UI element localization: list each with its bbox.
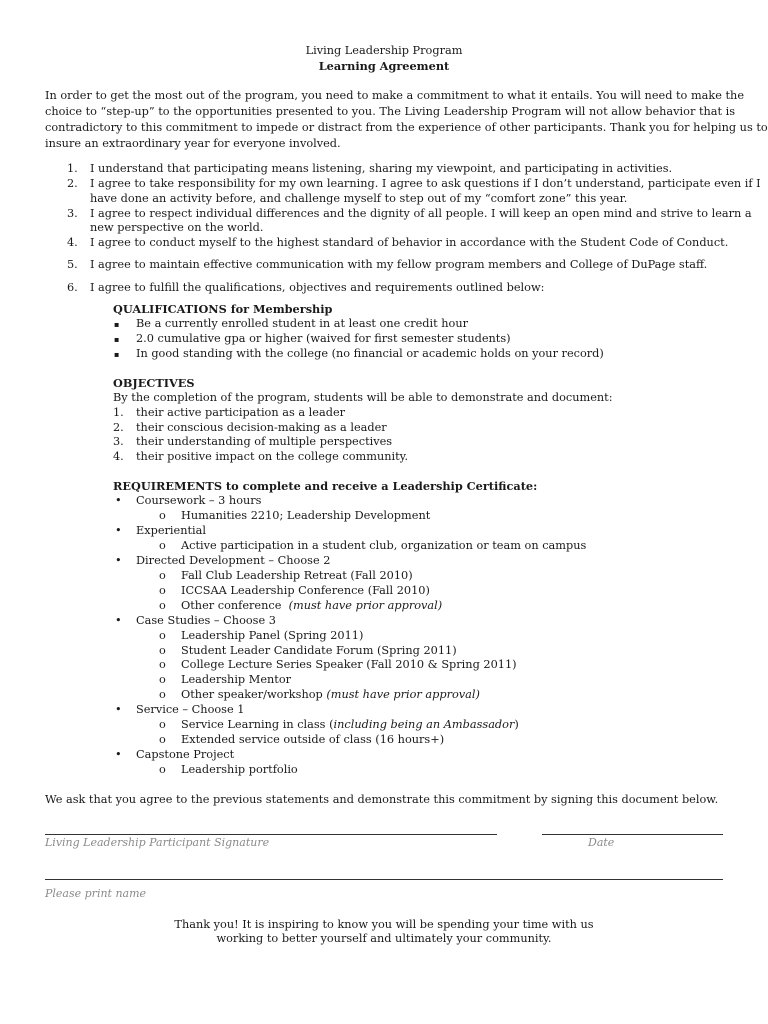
requirement-item-close: )	[514, 718, 519, 731]
objectives-intro: By the completion of the program, students will be able to demonstrate and document:	[113, 391, 613, 404]
sub-bullet-icon: o	[159, 658, 166, 671]
objective-number: 2.	[113, 421, 124, 434]
requirement-group-title: Experiential	[136, 524, 207, 537]
closing-statement: We ask that you agree to the previous statements and demonstrate this commitment by signing this document below.	[45, 793, 719, 806]
bullet-icon: •	[115, 703, 122, 716]
objectives-heading: OBJECTIVES	[113, 376, 195, 390]
requirement-item: College Lecture Series Speaker (Fall 2010 & Spring 2011)	[181, 658, 517, 671]
date-line[interactable]	[542, 834, 723, 835]
statement-number: 6.	[67, 281, 78, 294]
requirement-group-title: Service – Choose 1	[136, 703, 245, 716]
requirement-item-text: Other speaker/workshop	[181, 688, 327, 701]
square-bullet-icon: ▪	[114, 335, 120, 344]
objective-item: their active participation as a leader	[136, 406, 346, 419]
objective-item: their positive impact on the college community.	[136, 450, 409, 463]
signature-line[interactable]	[45, 834, 497, 835]
qualifications-heading: QUALIFICATIONS for Membership	[113, 302, 333, 316]
statement-text: have done an activity before, and challenge myself to step out of my “comfort zone” this year.	[90, 192, 628, 205]
objective-number: 3.	[113, 435, 124, 448]
thanks-line: working to better yourself and ultimately your community.	[216, 932, 552, 945]
objective-number: 4.	[113, 450, 124, 463]
requirement-item-note: including being an Ambassador	[333, 718, 515, 731]
requirement-item: Leadership Mentor	[181, 673, 292, 686]
statement-text: I agree to respect individual differences and the dignity of all people. I will keep an open mind and strive to learn a	[90, 207, 752, 220]
objective-item: their conscious decision-making as a leader	[136, 421, 387, 434]
statement-number: 5.	[67, 258, 78, 271]
requirement-item-text: Other conference	[181, 599, 289, 612]
statement-text: I agree to fulfill the qualifications, objectives and requirements outlined below:	[90, 281, 545, 294]
statement-text: new perspective on the world.	[90, 221, 264, 234]
requirement-item: Humanities 2210; Leadership Development	[181, 509, 431, 522]
statement-number: 1.	[67, 162, 78, 175]
requirement-item: Leadership portfolio	[181, 763, 298, 776]
sub-bullet-icon: o	[159, 629, 166, 642]
statement-number: 2.	[67, 177, 78, 190]
qualification-item: Be a currently enrolled student in at least one credit hour	[136, 317, 469, 330]
sub-bullet-icon: o	[159, 599, 166, 612]
objective-number: 1.	[113, 406, 124, 419]
participant-signature-label: Living Leadership Participant Signature	[45, 836, 270, 849]
requirement-item: ICCSAA Leadership Conference (Fall 2010)	[181, 584, 430, 597]
requirement-item: Extended service outside of class (16 hours+)	[181, 733, 445, 746]
requirement-item: Active participation in a student club, organization or team on campus	[181, 539, 587, 552]
sub-bullet-icon: o	[159, 763, 166, 776]
sub-bullet-icon: o	[159, 688, 166, 701]
intro-line: choice to “step-up” to the opportunities presented to you. The Living Leadership Program will not allow behavior that is	[45, 105, 736, 118]
sub-bullet-icon: o	[159, 718, 166, 731]
sub-bullet-icon: o	[159, 644, 166, 657]
requirements-heading: REQUIREMENTS to complete and receive a Leadership Certificate:	[113, 479, 538, 493]
print-name-label: Please print name	[45, 887, 147, 900]
requirement-group-title: Coursework – 3 hours	[136, 494, 262, 507]
document-title: Learning Agreement	[318, 59, 450, 73]
print-name-line[interactable]	[45, 879, 723, 880]
requirement-item-text: Service Learning in class (	[181, 718, 334, 731]
requirement-item-note: (must have prior approval)	[326, 688, 480, 701]
requirement-item	[181, 688, 480, 703]
objective-item: their understanding of multiple perspectives	[136, 435, 393, 448]
sub-bullet-icon: o	[159, 733, 166, 746]
bullet-icon: •	[115, 524, 122, 537]
requirement-item	[181, 718, 519, 733]
square-bullet-icon: ▪	[114, 320, 120, 329]
date-label: Date	[588, 836, 615, 849]
intro-paragraph	[45, 88, 768, 152]
requirement-group-title: Case Studies – Choose 3	[136, 614, 276, 627]
requirement-item-note: (must have prior approval)	[288, 599, 443, 612]
bullet-icon: •	[115, 614, 122, 627]
intro-line: contradictory to this commitment to impede or distract from the experience of other participants. Thank you for helping us to	[45, 121, 768, 134]
thanks-line: Thank you! It is inspiring to know you will be spending your time with us	[174, 918, 594, 931]
requirement-item: Leadership Panel (Spring 2011)	[181, 629, 364, 642]
requirement-item: Fall Club Leadership Retreat (Fall 2010)	[181, 569, 413, 582]
bullet-icon: •	[115, 748, 122, 761]
intro-line: In order to get the most out of the program, you need to make a commitment to what it entails. You will need to make the	[45, 89, 745, 102]
program-name: Living Leadership Program	[305, 44, 463, 57]
sub-bullet-icon: o	[159, 584, 166, 597]
requirement-item	[181, 599, 442, 614]
statement-text: I understand that participating means listening, sharing my viewpoint, and participating in activities.	[90, 162, 673, 175]
sub-bullet-icon: o	[159, 569, 166, 582]
sub-bullet-icon: o	[159, 509, 166, 522]
statement-number: 4.	[67, 236, 78, 249]
square-bullet-icon: ▪	[114, 350, 120, 359]
statement-text: I agree to take responsibility for my own learning. I agree to ask questions if I don’t understand, participate even if I	[90, 177, 761, 190]
statement-text: I agree to conduct myself to the highest standard of behavior in accordance with the Student Code of Conduct.	[90, 236, 729, 249]
intro-line: insure an extraordinary year for everyone involved.	[45, 137, 341, 150]
statement-text: I agree to maintain effective communication with my fellow program members and College of DuPage staff.	[90, 258, 708, 271]
requirement-group-title: Capstone Project	[136, 748, 235, 761]
qualification-item: 2.0 cumulative gpa or higher (waived for first semester students)	[136, 332, 511, 345]
requirement-item: Student Leader Candidate Forum (Spring 2011)	[181, 644, 457, 657]
bullet-icon: •	[115, 494, 122, 507]
requirement-group-title: Directed Development – Choose 2	[136, 554, 331, 567]
sub-bullet-icon: o	[159, 673, 166, 686]
statement-number: 3.	[67, 207, 78, 220]
sub-bullet-icon: o	[159, 539, 166, 552]
bullet-icon: •	[115, 554, 122, 567]
qualification-item: In good standing with the college (no financial or academic holds on your record)	[136, 347, 604, 360]
